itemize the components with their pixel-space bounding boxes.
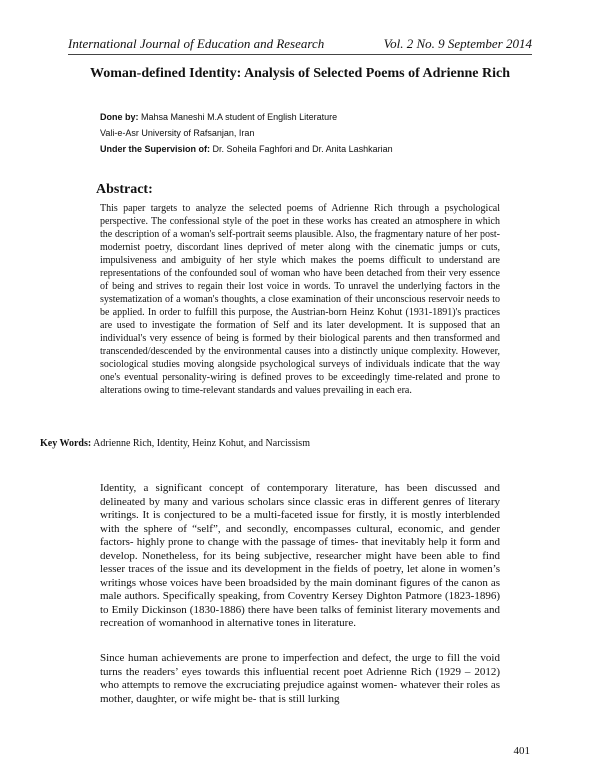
supervision-label: Under the Supervision of: [100, 144, 211, 154]
abstract-heading: Abstract: [96, 182, 153, 197]
abstract-body: This paper targets to analyze the selected poems of Adrienne Rich through a psychological perspective. The confessional style of the poet in these works has created an atmosphere in which the description of a woman's self-portrait seems plausible. Also, the fragmentary nature of her post-modernist poetry, discordant lines deprived of meter along with the cinematic jumps or cuts, impulsiveness and ambiguity of her style which makes the poems difficult to understand are representations of the confounded soul of woman who have been detached from their very essence of being and strives to regain their lost voice in words. To unravel the underlying factors in the systematization of a woman's thoughts, a close examination of their unconscious reservoir needs to be applied. In order to fulfill this purpose, the Austrian-born Heinz Kohut (1931-1891)'s practices are used to investigate the formation of Self and its later development. It is supposed that an individual's very essence of being is formed by their biological parents and then transformed and transcended/descended by the environmental causes into a distinctly unique complexity. However, sociological studies moving alongside psychological surveys of individuals indicate that the way one's eventual personality-wiring is defined proves to be exceedingly time-related and prone to alterations owing to time-relevant standards and values prevailing in each era. [100, 203, 500, 396]
author-name: Mahsa Maneshi M.A student of English Literature [141, 112, 338, 122]
body-paragraph: Since human achievements are prone to imperfection and defect, the urge to fill the void turns the readers’ eyes towards this influential recent poet Adrienne Rich (1929 – 2012) who attempts to remove the excruciating prejudice against women- whatever their roles as mother, daughter, or wife might be- that is still lurking [100, 652, 500, 705]
journal-name: International Journal of Education and Research [68, 36, 325, 51]
author-line [100, 112, 337, 122]
keywords-value: Adrienne Rich, Identity, Heinz Kohut, and Narcissism [93, 438, 310, 449]
header-divider [68, 54, 532, 55]
supervisors: Dr. Soheila Faghfori and Dr. Anita Lashkarian [212, 144, 393, 154]
page-number: 401 [513, 745, 530, 757]
affiliation: Vali-e-Asr University of Rafsanjan, Iran [100, 128, 255, 138]
keywords-label: Key Words: [40, 438, 92, 449]
issue-info: Vol. 2 No. 9 September 2014 [383, 36, 532, 51]
paper-title: Woman-defined Identity: Analysis of Selected Poems of Adrienne Rich [90, 66, 510, 81]
keywords-line [40, 438, 310, 449]
running-header [68, 36, 532, 54]
body-paragraph: Identity, a significant concept of contemporary literature, has been discussed and delineated by many and various scholars since classic eras in different genres of literary writings. It is conjectured to be a multi-faceted issue for firstly, it is mostly interblended with the sphere of “self”, and secondly, encompasses cultural, economic, and gender factors- highly prone to change with the passage of times- that inevitably help it form and develop. Nonetheless, for its being subjective, researcher might have been able to find lesser traces of the issue and its development in the fields of poetry, let alone in women’s writings whose voices have been broadsided by the main dominant figures of the canon as male authors. Specifically speaking, from Coventry Kersey Dighton Patmore (1823-1896) to Emily Dickinson (1830-1886) there have been talks of feminist literary movements and recreation of womanhood in alternative tones in literature. [100, 482, 500, 629]
supervision-line [100, 144, 393, 154]
done-by-label: Done by: [100, 112, 139, 122]
